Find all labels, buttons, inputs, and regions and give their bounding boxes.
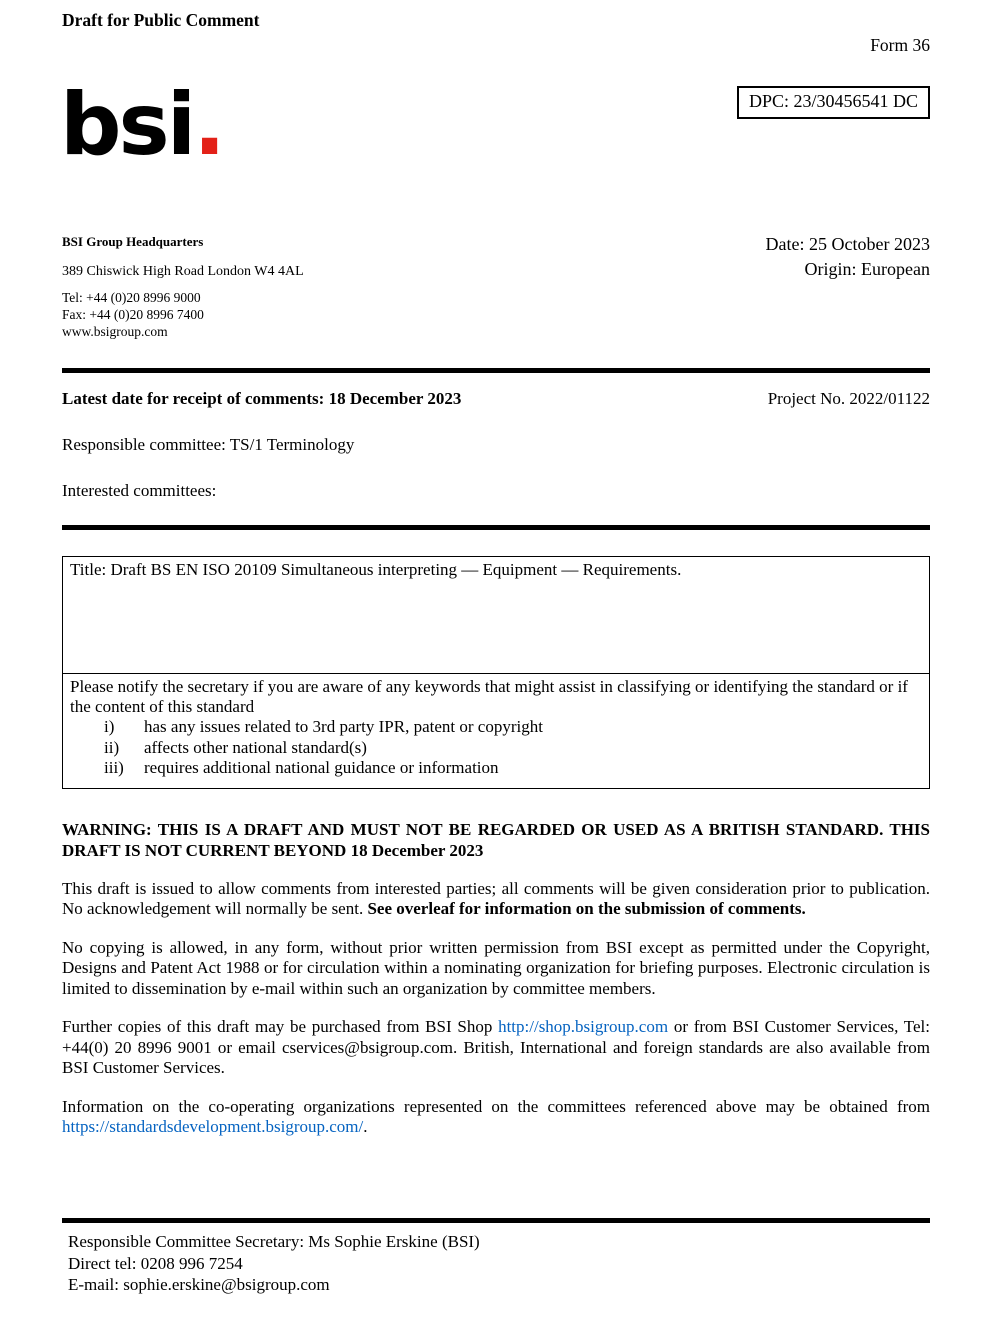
standards-development-link[interactable]: https://standardsdevelopment.bsigroup.com/ (62, 1117, 364, 1136)
project-number-label: Project No. 2022/01122 (767, 389, 930, 408)
paragraph-cooperating-organizations (62, 1097, 930, 1138)
hq-tel: Tel: +44 (0)20 8996 9000 (62, 290, 201, 305)
footer-contact-lines (62, 1231, 930, 1296)
paragraph-no-copying: No copying is allowed, in any form, without prior written permission from BSI except as permitted under the Copyright, Designs and Patent Act 1988 or for circulation within a nominating organization for briefing purposes. Electronic circulation is limited to dissemination by e-mail within such an organization by committee members. (62, 937, 930, 998)
p1-bold-text: See overleaf for information on the submission of comments. (367, 899, 806, 918)
p4-text-b: . (363, 1117, 368, 1136)
keywords-item-2-marker: ii) (104, 737, 120, 757)
dpc-number-text: DPC: 23/30456541 DC (748, 91, 918, 111)
paragraph-comments-consideration (62, 879, 930, 920)
divider-rule-footer (62, 1218, 930, 1223)
p4-text-a: Information on the co-operating organizations represented on the committees referenced above may be obtained from (62, 1096, 930, 1116)
bsi-logo-text: bsi (60, 75, 194, 175)
keywords-item-1 (70, 717, 922, 738)
keywords-item-3-text: requires additional national guidance or information (144, 758, 499, 777)
date-origin-block (766, 232, 930, 282)
standard-title-text: Title: Draft BS EN ISO 20109 Simultaneous interpreting — Equipment — Requirements. (70, 560, 682, 579)
keywords-item-1-marker: i) (104, 717, 115, 736)
p3-text-b: or from BSI Customer Services, Tel: +44(0) 20 8996 9001 or email cservices@bsigroup.com. British, International and foreign standards are also available from BSI Customer Services. (62, 1017, 930, 1077)
form-number-label: Form 36 (870, 35, 930, 55)
keywords-intro-text: Please notify the secretary if you are aware of any keywords that might assist in classifying or identifying the standard or if the content of this standard (70, 677, 908, 716)
paragraph-further-copies (62, 1017, 930, 1079)
keywords-item-3-marker: iii) (104, 758, 124, 777)
footer-block (62, 1218, 930, 1296)
keywords-item-1-text: has any issues related to 3rd party IPR, patent or copyright (144, 717, 543, 736)
hq-name: BSI Group Headquarters (62, 234, 204, 249)
responsible-committee-label: Responsible committee: TS/1 Terminology (62, 435, 355, 454)
hq-street: 389 Chiswick High Road London W4 4AL (62, 264, 304, 279)
divider-rule-top (62, 368, 930, 373)
bsi-shop-link[interactable]: http://shop.bsigroup.com (498, 1017, 669, 1036)
bsi-logo-red-dot: . (193, 75, 226, 175)
keywords-notify-box (62, 673, 930, 789)
date-label: Date: 25 October 2023 (765, 234, 930, 254)
bsi-logo (60, 75, 226, 175)
latest-date-label: Latest date for receipt of comments: 18 December 2023 (62, 389, 462, 408)
keywords-item-2-text: affects other national standard(s) (144, 737, 367, 757)
direct-tel-line: Direct tel: 0208 996 7254 (68, 1253, 243, 1273)
p1-normal-text: This draft is issued to allow comments from interested parties; all comments will be given consideration prior to publication. No acknowledgement will normally be sent. (62, 878, 930, 918)
keywords-item-2 (70, 738, 922, 759)
interested-committees-label: Interested committees: (62, 481, 217, 500)
draft-warning-text: WARNING: THIS IS A DRAFT AND MUST NOT BE REGARDED OR USED AS A BRITISH STANDARD. THIS DRAFT IS NOT CURRENT BEYOND 18 December 2023 (62, 819, 930, 860)
headquarters-address-block (62, 233, 304, 340)
email-line: E-mail: sophie.erskine@bsigroup.com (68, 1275, 330, 1294)
comments-deadline-row (62, 389, 930, 409)
keywords-item-3 (70, 758, 922, 779)
origin-label: Origin: European (804, 259, 930, 279)
title-box (62, 556, 930, 674)
hq-fax: Fax: +44 (0)20 8996 7400 (62, 307, 204, 322)
committee-secretary-line: Responsible Committee Secretary: Ms Sophie Erskine (BSI) (68, 1232, 480, 1251)
divider-rule-middle (62, 525, 930, 530)
draft-for-public-comment-label: Draft for Public Comment (62, 10, 260, 30)
hq-website: www.bsigroup.com (62, 324, 168, 339)
dpc-number-box (737, 86, 930, 119)
p3-text-a: Further copies of this draft may be purchased from BSI Shop (62, 1017, 499, 1036)
main-content (62, 368, 930, 1138)
